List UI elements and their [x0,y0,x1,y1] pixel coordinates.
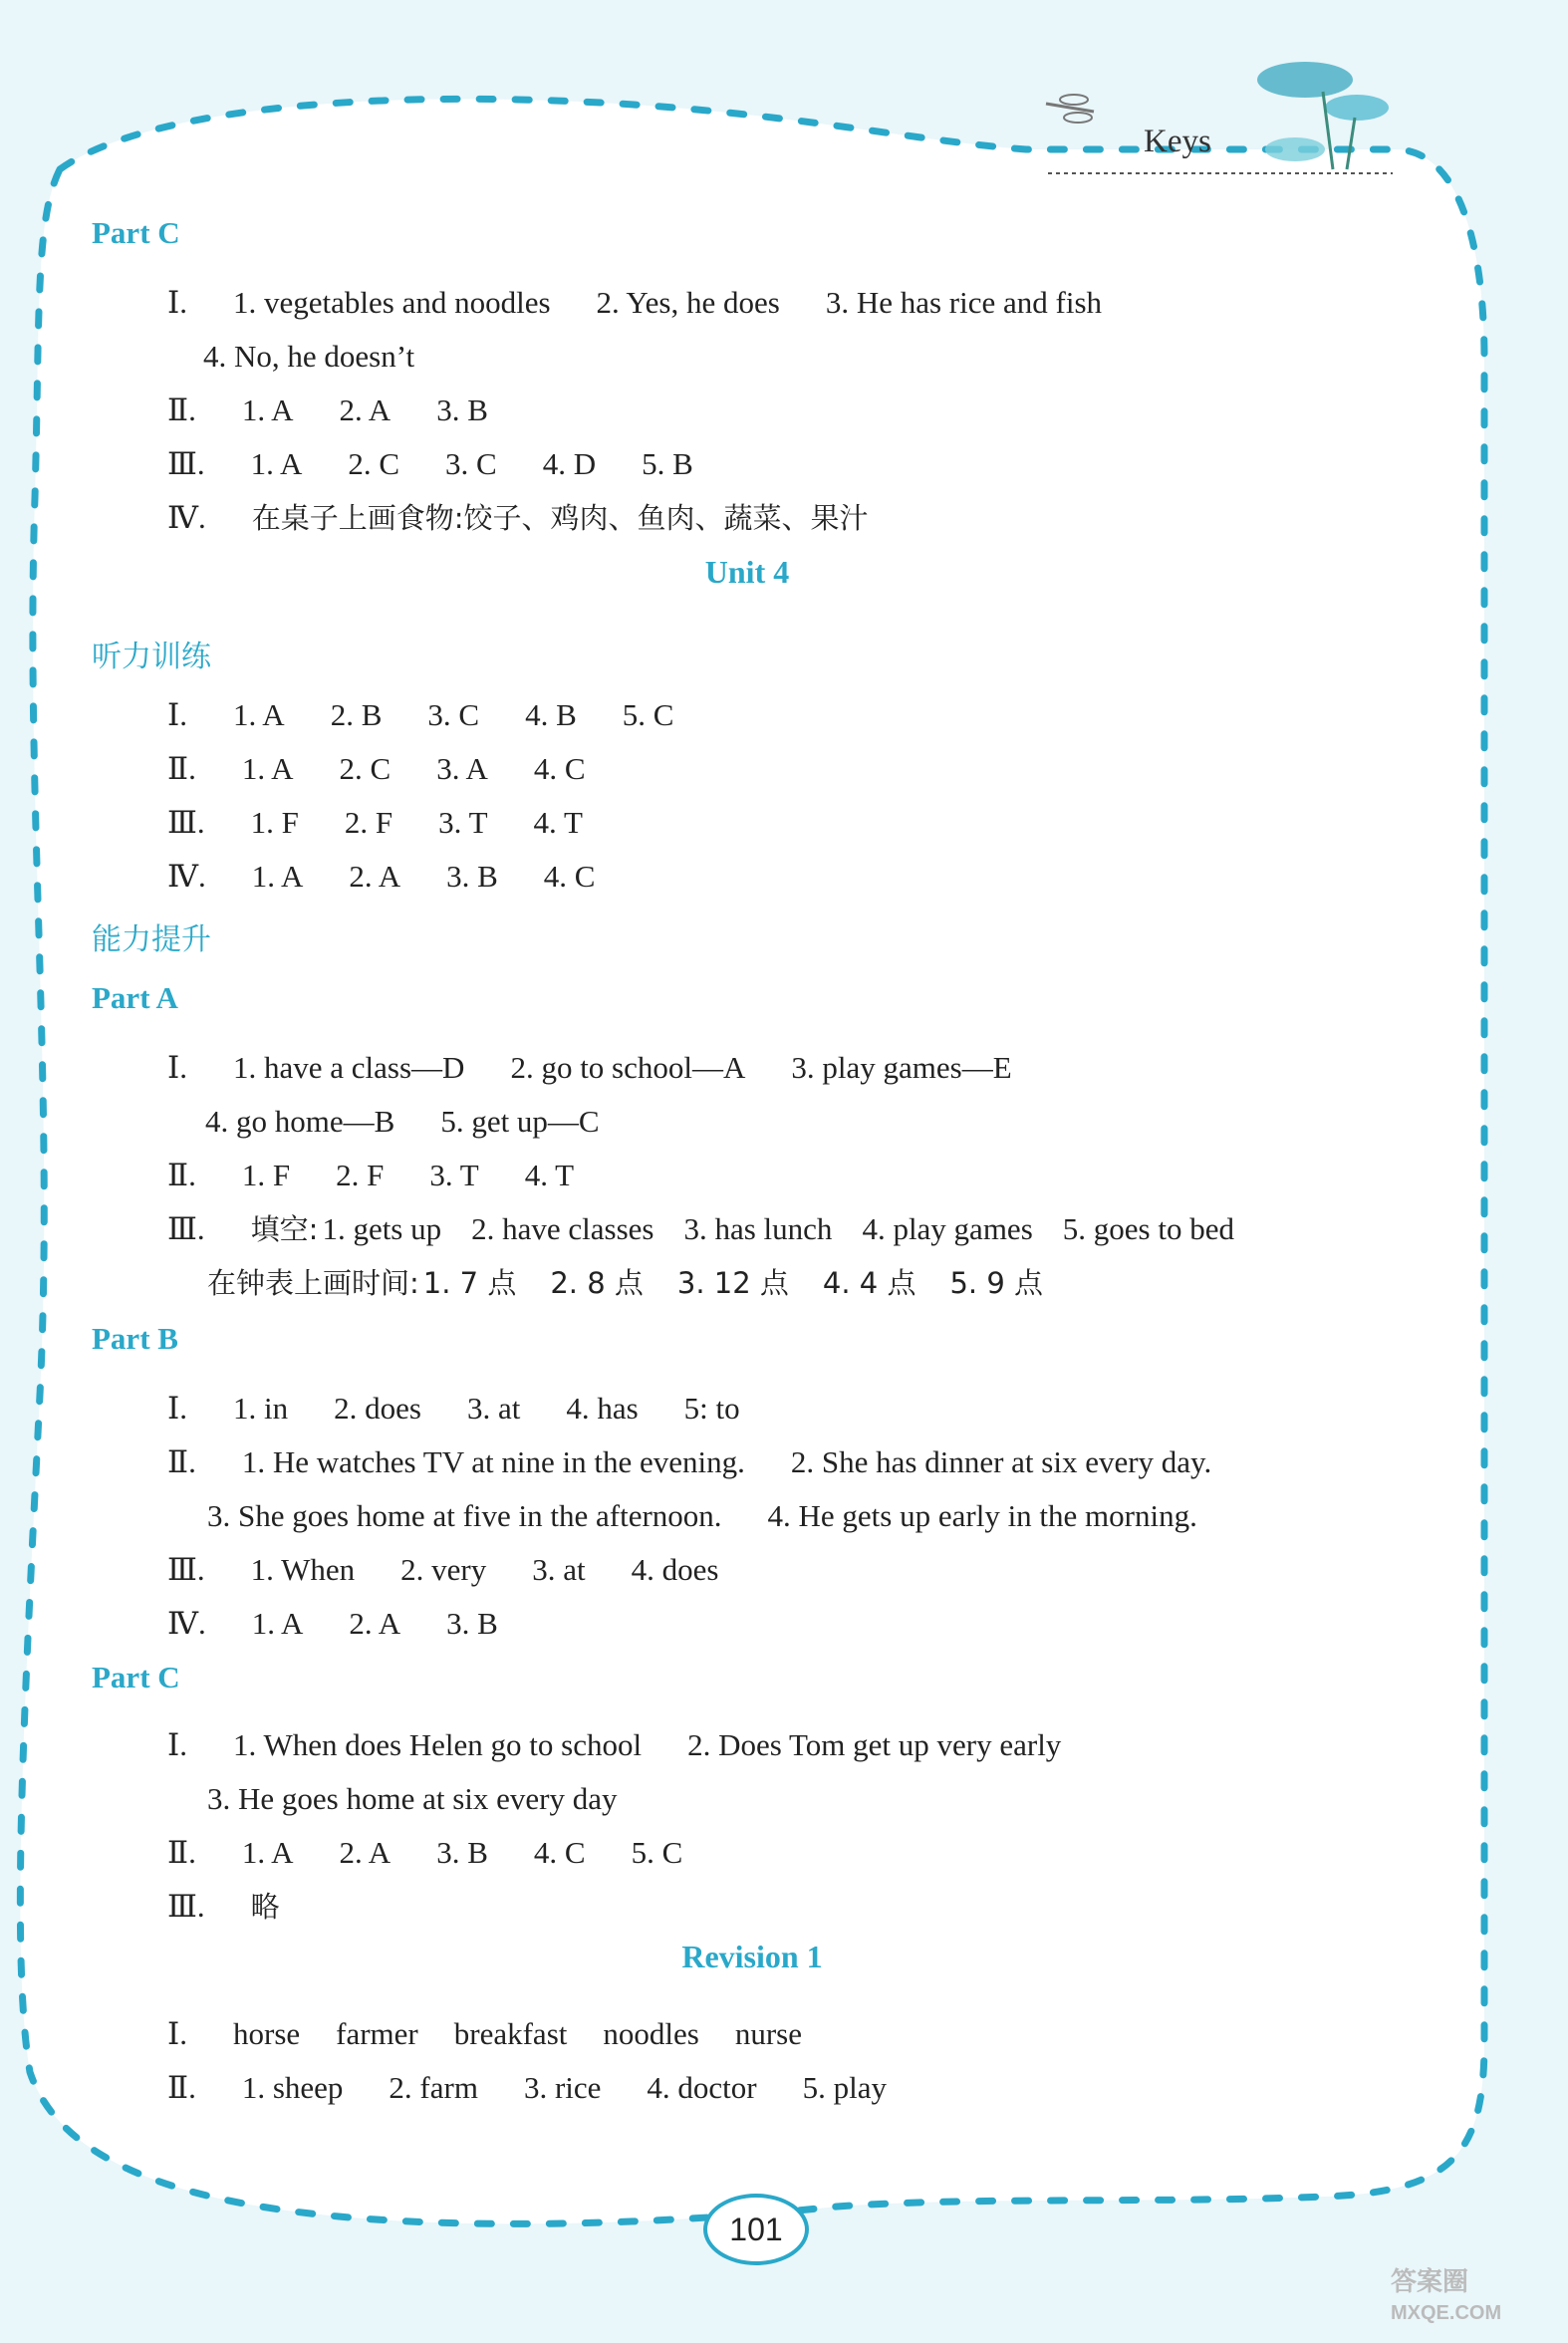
revision-1-title: Revision 1 [681,1939,823,1974]
part-b-q1: Ⅰ. 1. in 2. does 3. at 4. has 5: to [167,1391,740,1426]
part-a-heading: Part A [92,980,178,1015]
part-a-q1: Ⅰ. 1. have a class—D 2. go to school—A 3. play games—E [167,1050,1012,1085]
unit-4-title: Unit 4 [704,554,790,590]
part-c-top-heading: Part C [92,215,180,250]
part-c-top-q2: Ⅱ. 1. A 2. A 3. B [167,392,488,427]
part-b-q2: Ⅱ. 1. He watches TV at nine in the evening. 2. She has dinner at six every day. [167,1444,1212,1479]
listening-row: Ⅱ. 1. A 2. C 3. A 4. C [167,751,586,786]
part-c-top-q1-cont: 4. No, he doesn’t [203,339,415,374]
part-b-heading: Part B [92,1321,178,1356]
listening-row: Ⅰ. 1. A 2. B 3. C 4. B 5. C [167,697,674,732]
part-a-q1-cont: 4. go home—B 5. get up—C [205,1104,600,1139]
watermark: 答案圈 MXQE.COM [1391,2266,1502,2324]
part-c-q1: Ⅰ. 1. When does Helen go to school 2. Does Tom get up very early [167,1727,1062,1762]
part-c-top-q1: Ⅰ. 1. vegetables and noodles 2. Yes, he does 3. He has rice and fish [167,285,1103,320]
part-b-q3: Ⅲ. 1. When 2. very 3. at 4. does [167,1552,719,1587]
part-a-q3-clock: 在钟表上画时间: 1. 7 点 2. 8 点 3. 12 点 4. 4 点 5. 9 点 [207,1266,1044,1300]
listening-row: Ⅳ. 1. A 2. A 3. B 4. C [167,859,596,894]
part-c-q2: Ⅱ. 1. A 2. A 3. B 4. C 5. C [167,1835,683,1870]
part-c-heading: Part C [92,1660,180,1694]
header-keys-label: Keys [1144,124,1211,159]
dragonfly-icon [1046,95,1094,123]
revision-q1: Ⅰ. horse farmer breakfast noodles nurse [167,2016,802,2051]
listening-row: Ⅲ. 1. F 2. F 3. T 4. T [167,805,583,840]
revision-q2: Ⅱ. 1. sheep 2. farm 3. rice 4. doctor 5. play [167,2070,887,2105]
part-a-q2: Ⅱ. 1. F 2. F 3. T 4. T [167,1158,575,1192]
page-number: 101 [703,2194,809,2265]
part-c-top-q4: Ⅳ. 在桌子上画食物:饺子、鸡肉、鱼肉、蔬菜、果汁 [167,500,869,535]
part-a-q3: Ⅲ. 填空: 1. gets up 2. have classes 3. has lunch 4. play games 5. goes to bed [167,1211,1234,1246]
listening-heading: 听力训练 [92,640,211,674]
part-c-top-q3: Ⅲ. 1. A 2. C 3. C 4. D 5. B [167,446,693,481]
ability-heading: 能力提升 [92,922,211,957]
part-b-q2-cont: 3. She goes home at five in the afternoon. 4. He gets up early in the morning. [207,1498,1197,1533]
part-c-q3: Ⅲ. 略 [167,1889,280,1924]
part-b-q4: Ⅳ. 1. A 2. A 3. B [167,1606,498,1641]
part-c-q1-cont: 3. He goes home at six every day [207,1781,618,1816]
